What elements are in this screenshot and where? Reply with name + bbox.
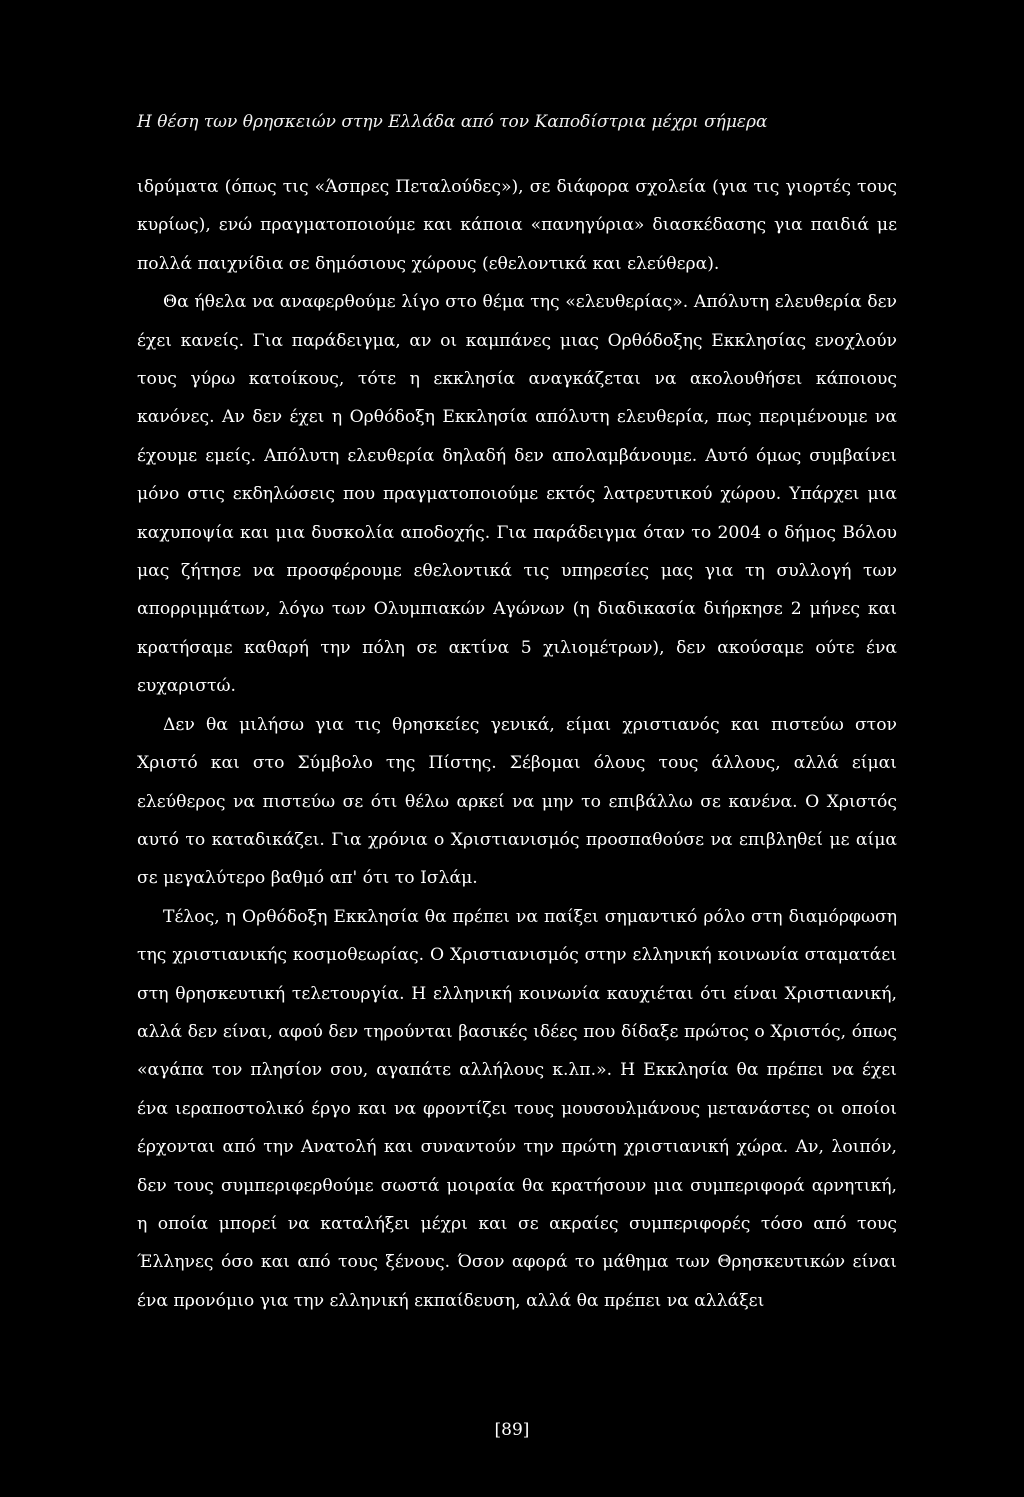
paragraph-religions: Δεν θα μιλήσω για τις θρησκείες γενικά, είμαι χριστιανός και πιστεύω στον Χριστό και στο Σύμβολο της Πίστης. Σέβομαι όλους τους άλλους, αλλά είμαι ελεύθερος να πιστεύω σε ότι θέλω αρκεί να μην το επιβάλλω σε κανένα. Ο Χριστός αυτό το καταδικάζει. Για χρόνια ο Χριστιανισμός προσπαθούσε να επιβληθεί με αίμα σε μεγαλύτερο βαθμό απ' ότι το Ισλάμ. <box>137 714 897 889</box>
paragraph-conclusion: Τέλος, η Ορθόδοξη Εκκλησία θα πρέπει να παίξει σημαντικό ρόλο στη διαμόρφωση της χριστιανικής κοσμοθεωρίας. Ο Χριστιανισμός στην ελληνική κοινωνία σταματάει στη θρησκευτική τελετουργία. Η ελληνική κοινωνία καυχιέται ότι είναι Χριστιανική, αλλά δεν είναι, αφού δεν τηρούνται βασικές ιδέες που δίδαξε πρώτος ο Χριστός, όπως «αγάπα τον πλησίον σου, αγαπάτε αλλήλους κ.λπ.». Η Εκκλησία θα πρέπει να έχει ένα ιεραποστολικό έργο και να φροντίζει τους μουσουλμάνους μετανάστες οι οποίοι έρχονται από την Ανατολή και συναντούν την πρώτη χριστιανική χώρα. Αν, λοιπόν, δεν τους συμπεριφερθούμε σωστά μοιραία θα κρατήσουν μια συμπεριφορά αρνητική, η οποία μπορεί να καταλήξει μέχρι και σε ακραίες συμπεριφορές τόσο από τους Έλληνες όσο και από τους ξένους. Όσον αφορά το μάθημα των Θρησκευτικών είναι ένα προνόμιο για την ελληνική εκπαίδευση, αλλά θα πρέπει να αλλάξει <box>137 906 897 1311</box>
paragraph-continuation: ιδρύματα (όπως τις «Άσπρες Πεταλούδες»), σε διάφορα σχολεία (για τις γιορτές τους κυρίως), ενώ πραγματοποιούμε και κάποια «πανηγύρια» διασκέδασης για παιδιά με πολλά παιχνίδια σε δημόσιους χώρους (εθελοντικά και ελεύθερα). <box>137 177 897 274</box>
paragraph-freedom: Θα ήθελα να αναφερθούμε λίγο στο θέμα της «ελευθερίας». Απόλυτη ελευθερία δεν έχει κανείς. Για παράδειγμα, αν οι καμπάνες μιας Ορθόδοξης Εκκλησίας ενοχλούν τους γύρω κατοίκους, τότε η εκκλησία αναγκάζεται να ακολουθήσει κάποιους κανόνες. Αν δεν έχει η Ορθόδοξη Εκκλησία απόλυτη ελευθερία, πως περιμένουμε να έχουμε εμείς. Απόλυτη ελευθερία δηλαδή δεν απολαμβάνουμε. Αυτό όμως συμβαίνει μόνο στις εκδηλώσεις που πραγματοποιούμε εκτός λατρευτικού χώρου. Υπάρχει μια καχυποψία και μια δυσκολία αποδοχής. Για παράδειγμα όταν το 2004 ο δήμος Βόλου μας ζήτησε να προσφέρουμε εθελοντικά τις υπηρεσίες μας για τη συλλογή των απορριμμάτων, λόγω των Ολυμπιακών Αγώνων (η διαδικασία διήρκησε 2 μήνες και κρατήσαμε καθαρή την πόλη σε ακτίνα 5 χιλιομέτρων), δεν ακούσαμε ούτε ένα ευχαριστώ. <box>137 292 897 697</box>
page-number: [89] <box>494 1420 530 1440</box>
running-head: Η θέση των θρησκειών στην Ελλάδα από τον Καποδίστρια μέχρι σήμερα <box>137 112 768 132</box>
page-content <box>137 110 897 1320</box>
